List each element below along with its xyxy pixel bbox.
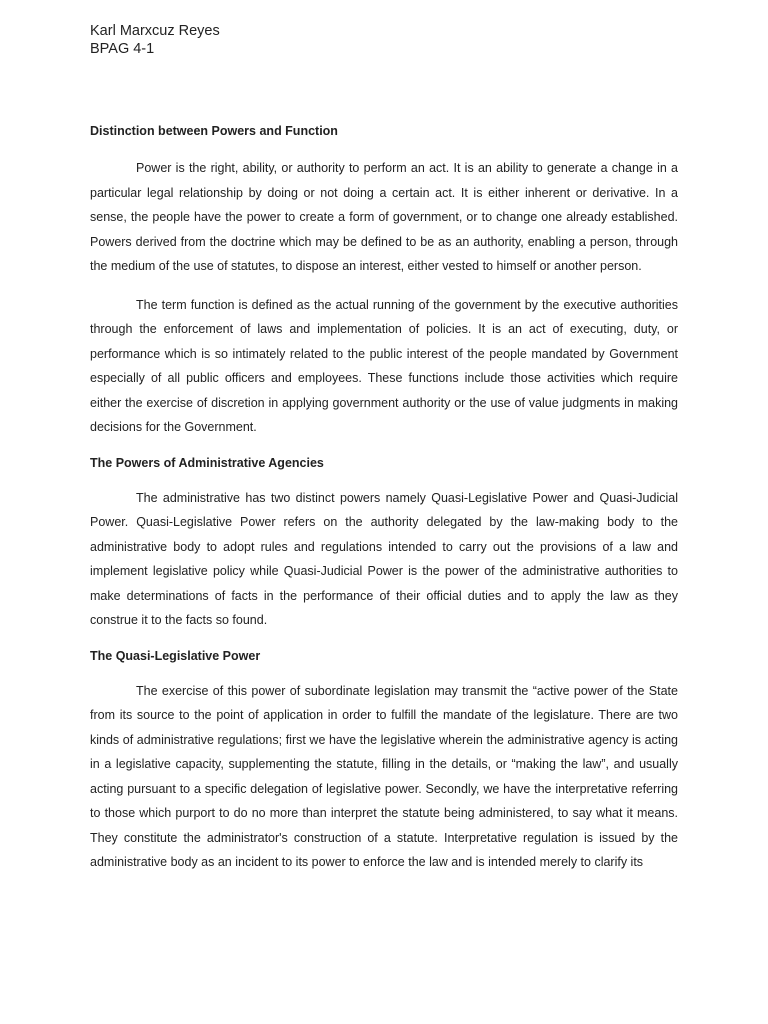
section-heading-quasi-legislative: The Quasi-Legislative Power — [90, 648, 261, 663]
paragraph-function-definition: The term function is defined as the actual running of the government by the executive authorities through the enforcement of laws and implementation of policies. It is an act of executing, duty, or performance which is so intimately related to the public interest of the people mandated by Government especially of all public officers and employees. These functions include those activities which require either the exercise of discretion in applying government authority or the use of value judgments in making decisions for the Government. — [90, 297, 678, 434]
section-heading-administrative-powers: The Powers of Administrative Agencies — [90, 455, 324, 470]
author-name: Karl Marxcuz Reyes — [90, 23, 220, 39]
class-section: BPAG 4-1 — [90, 41, 155, 57]
paragraph-administrative-powers: The administrative has two distinct powers namely Quasi-Legislative Power and Quasi-Judicial Power. Quasi-Legislative Power refers on the authority delegated by the law-making body to the administrative body to adopt rules and regulations intended to carry out the provisions of a law and implement legislative policy while Quasi-Judicial Power is the power of the administrative authorities to make determinations of facts in the performance of their official duties and to apply the law as they construe it to the facts so found. — [90, 490, 678, 627]
paragraph-power-definition: Power is the right, ability, or authority to perform an act. It is an ability to generate a change in a particular legal relationship by doing or not doing a certain act. It is either inherent or derivative. In a sense, the people have the power to create a form of government, or to change one already established. Powers derived from the doctrine which may be defined to be as an authority, enabling a person, through the medium of the use of statutes, to dispose an interest, either vested to himself or another person. — [90, 161, 678, 273]
section-heading-powers-and-function: Distinction between Powers and Function — [90, 124, 338, 138]
paragraph-quasi-legislative: The exercise of this power of subordinate legislation may transmit the “active power of the State from its source to the point of application in order to fulfill the mandate of the legislature. There are two kinds of administrative regulations; first we have the legislative wherein the administrative agency is acting in a legislative capacity, supplementing the statute, filling in the details, or “making the law”, and usually acting pursuant to a specific delegation of legislative power. Secondly, we have the interpretative referring to those which purport to do no more than interpret the statute being administered, to say what it means. They constitute the administrator's construction of a statute. Interpretative regulation is issued by the administrative body as an incident to its power to enforce the law and is intended merely to clarify its — [90, 683, 678, 869]
